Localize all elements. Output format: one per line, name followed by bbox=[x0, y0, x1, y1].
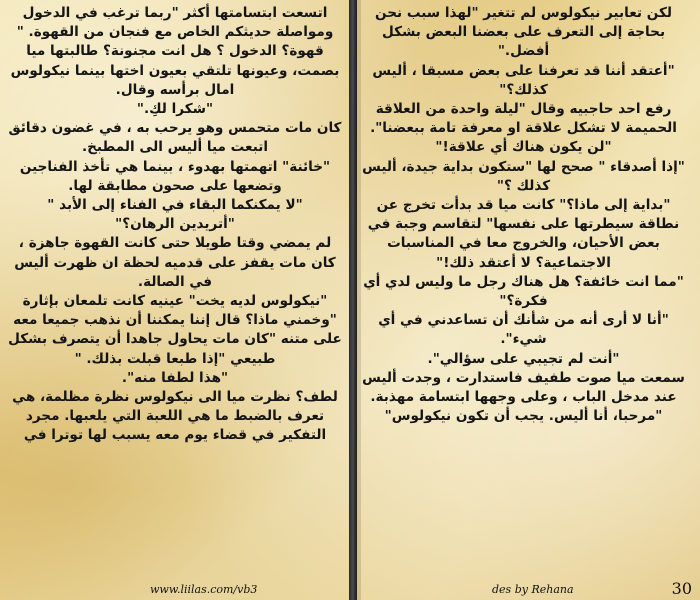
page-number: 30 bbox=[671, 579, 692, 598]
paragraph: "بداية إلى ماذا؟" كانت ميا قد بدأت تخرج عن نطاقة سيطرتها على نفسها" لتقاسم وجبة في بعض الأحيان، والخروج معا في المناسبات الاجتماعية؟ لا أعتقد ذلك!" bbox=[367, 197, 680, 271]
paragraph: كان مات متحمس وهو يرحب به ، في غضون دقائق اتبعت ميا أليس الى المطبخ. bbox=[8, 120, 342, 156]
paragraph: "مما انت خائفة؟ هل هناك رجل ما وليس لدي أي فكرة؟" bbox=[363, 273, 684, 310]
paragraph: لطف؟ نظرت ميا الى نيكولوس نظرة مظلمة، هي تعرف بالضبط ما هي اللعبة التي يلعبها. مجرد التفكير في قضاء يوم معه يسبب لها توترا في bbox=[12, 389, 338, 444]
paragraph: سمعت ميا صوت طفيف فاستدارت ، وجدت أليس عند مدخل الباب ، وعلى وجهها ابتسامة مهذبة. bbox=[362, 369, 685, 406]
paragraph: "خائنة" اتهمتها بهدوء ، بينما هي تأخذ الفناجين وتضعها على صحون مطابقة لها. bbox=[19, 158, 331, 194]
paragraph: "أنا لا أرى أنه من شأنك أن تساعدني في أي شيء". bbox=[378, 312, 669, 348]
paragraph: "أنت لم تجيبي على سؤالي". bbox=[427, 350, 620, 367]
paragraph: لم يمضي وقتا طويلا حتى كانت القهوة جاهزة ، كان مات يقفز على قدميه لحظة ان ظهرت أليس في الصالة. bbox=[14, 235, 336, 290]
paragraph: "لن يكون هناك أي علاقة!" bbox=[435, 139, 612, 156]
right-text-column bbox=[355, 4, 692, 566]
paragraph: "نيكولوس لديه يخت" عينيه كانت تلمعان بإثارة "وخمني ماذا؟ قال إننا يمكننا أن نذهب جميعا معه على متنه "كان مات يحاول جاهدا أن يتصرف بشكل طبيعي "إذا طبعا قبلت بذلك. " bbox=[8, 293, 342, 367]
paragraph: قهوة؟ الدخول ؟ هل انت مجنونة؟ طالبتها ميا بصمت، وعيونها تلتقي بعيون اختها بينما نيكولوس امال برأسه وقال. bbox=[10, 43, 340, 98]
paragraph: "مرحبا، أنا أليس. يجب أن تكون نيكولوس" bbox=[384, 408, 663, 425]
paragraph: "شكرا لكِ." bbox=[136, 101, 214, 118]
column-divider bbox=[349, 0, 357, 600]
paragraph: "هذا لطفا منه". bbox=[121, 369, 229, 386]
paragraph: "لا يمكنكما البقاء في الفناء إلى الأبد " bbox=[47, 197, 303, 214]
left-text-column bbox=[8, 4, 342, 566]
paragraph: "أتريدين الرهان؟" bbox=[115, 216, 235, 233]
site-watermark: www.liilas.com/vb3 bbox=[150, 583, 258, 596]
designer-credit: des by Rehana bbox=[492, 583, 574, 596]
paragraph: اتسعت ابتسامتها أكثر "ربما ترغب في الدخول ومواصلة حديثكم الخاص مع فنجان من القهوة. " bbox=[16, 5, 334, 41]
divider-shadow bbox=[357, 0, 361, 600]
paragraph: لكن تعابير نيكولوس لم تتغير "لهذا سبب نحن بحاجة إلى التعرف على بعضنا البعض بشكل أفضل." bbox=[374, 5, 673, 60]
paragraph: "أعتقد أننا قد تعرفنا على بعض مسبقا ، أليس كذلك؟" bbox=[372, 62, 675, 98]
paragraph: "إذا أصدقاء " صحح لها "ستكون بداية جيدة، أليس كذلك ؟" bbox=[362, 158, 685, 194]
paragraph: رفع احد حاجبيه وقال "ليلة واحدة من العلاقة الحميمة لا تشكل علاقة او معرفة تامة ببعضنا". bbox=[370, 101, 677, 137]
